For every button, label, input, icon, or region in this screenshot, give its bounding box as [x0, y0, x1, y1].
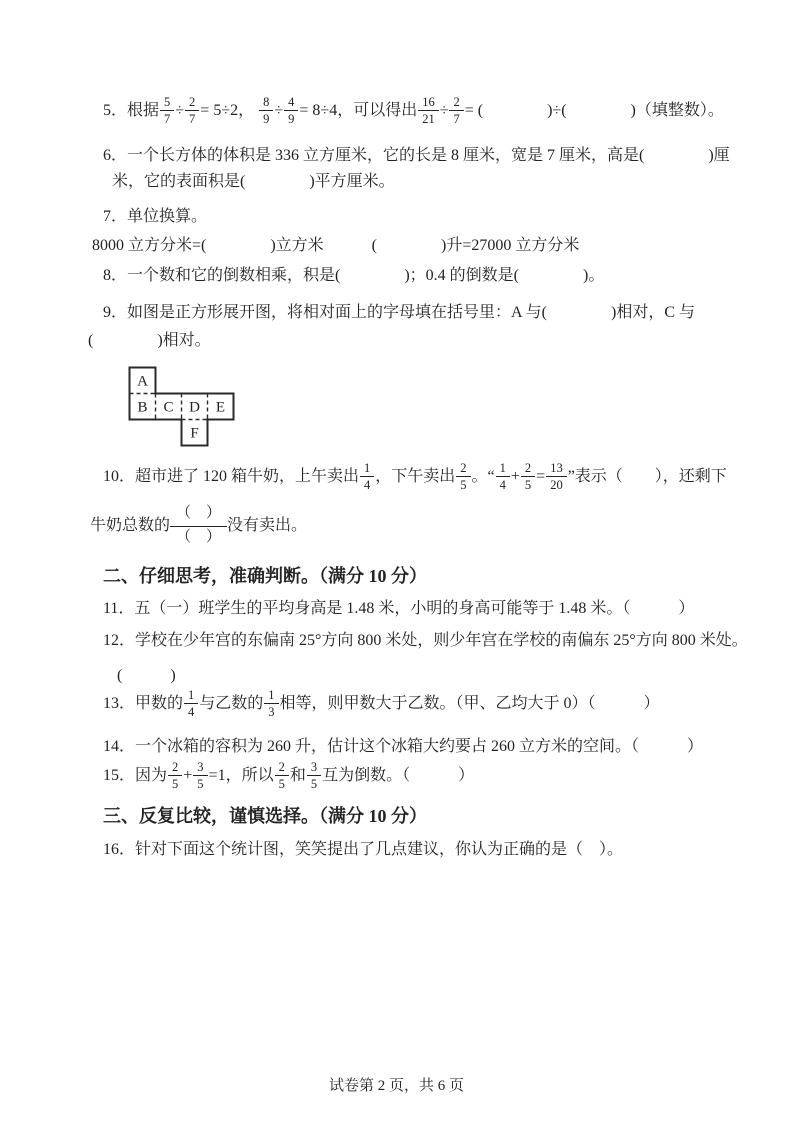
question-5 — [103, 95, 724, 127]
net-label-c: C — [163, 399, 174, 416]
net-label-d: D — [189, 399, 200, 416]
text-run: 互为倒数。（ ） — [322, 766, 475, 784]
text-run: + — [510, 467, 520, 485]
text-run: ( ) — [117, 667, 176, 684]
text-run: 与乙数的 — [199, 694, 264, 712]
text-run: =1，所以 — [208, 766, 274, 784]
text-run: 16．针对下面这个统计图，笑笑提出了几点建议，你认为正确的是（ ）。 — [103, 841, 624, 858]
text-run: 5．根据 — [103, 101, 160, 119]
question-9 — [103, 303, 695, 323]
fraction: $\frac{13}{20}$ — [548, 461, 565, 493]
text-run: 13．甲数的 — [103, 694, 184, 712]
text-run: 7．单位换算。 — [103, 208, 208, 225]
text-run: = — [536, 467, 546, 485]
question-8 — [103, 266, 604, 286]
text-run: 8000 立方分米=( )立方米 ( )升=27000 立方分米 — [92, 237, 580, 254]
text-run: 二、仔细思考，准确判断。（满分 10 分） — [103, 566, 427, 586]
cube-net-diagram — [128, 366, 235, 447]
text-run: ，下午卖出 — [375, 467, 456, 485]
text-run: ÷ — [274, 101, 284, 119]
question-9-line-2 — [88, 331, 211, 351]
text-run: 8．一个数和它的倒数相乘，积是( )；0.4 的倒数是( )。 — [103, 267, 605, 284]
question-14 — [103, 737, 703, 757]
fraction: $\frac{2}{5}$ — [170, 760, 180, 792]
text-run: 14．一个冰箱的容积为 260 升，估计这个冰箱大约要占 260 立方米的空间。（ ） — [103, 738, 704, 755]
fraction: $\frac{( )}{( )}$ — [173, 504, 224, 547]
text-run: 没有卖出。 — [227, 516, 308, 534]
text-run: 15．因为 — [103, 766, 168, 784]
text-run: + — [183, 766, 193, 784]
net-label-e: E — [215, 399, 226, 416]
fraction: $\frac{2}{7}$ — [451, 95, 461, 127]
fraction: $\frac{2}{5}$ — [523, 461, 533, 493]
question-10-line-2 — [90, 504, 307, 547]
question-12 — [103, 631, 748, 651]
text-run: 牛奶总数的 — [90, 516, 171, 534]
fraction: $\frac{1}{3}$ — [266, 688, 276, 720]
text-run: 。“ — [471, 467, 495, 485]
text-run: 10．超市进了 120 箱牛奶，上午卖出 — [103, 467, 360, 485]
question-11 — [103, 599, 694, 619]
fraction: $\frac{3}{5}$ — [309, 760, 319, 792]
question-13 — [103, 688, 660, 720]
question-12-answer-blank — [117, 666, 176, 686]
question-6-line-2 — [112, 172, 395, 192]
text-run: 12．学校在少年宫的东偏南 25°方向 800 米处，则少年宫在学校的南偏东 25°方向 800 米处。 — [103, 632, 748, 649]
text-run: 11．五（一）班学生的平均身高是 1.48 米，小明的身高可能等于 1.48 米。（ ） — [103, 600, 695, 617]
net-label-a: A — [137, 373, 148, 390]
section-2-header — [103, 565, 427, 588]
question-7 — [103, 207, 207, 227]
section-3-header — [103, 805, 427, 828]
text-run: 米，它的表面积是( )平方厘米。 — [112, 173, 395, 190]
question-6 — [103, 146, 730, 166]
fraction: $\frac{5}{7}$ — [162, 95, 172, 127]
question-10 — [103, 461, 727, 493]
text-run: = 5÷2， — [200, 101, 259, 119]
fraction: $\frac{3}{5}$ — [195, 760, 205, 792]
fraction: $\frac{8}{9}$ — [261, 95, 271, 127]
page-footer: 试卷第 2 页，共 6 页 — [328, 1078, 464, 1094]
net-label-f: F — [190, 425, 199, 442]
fraction: $\frac{4}{9}$ — [286, 95, 296, 127]
fraction: $\frac{1}{4}$ — [498, 461, 508, 493]
net-label-b: B — [137, 399, 148, 416]
fraction: $\frac{2}{5}$ — [277, 760, 287, 792]
fraction: $\frac{2}{7}$ — [187, 95, 197, 127]
fraction: $\frac{1}{4}$ — [362, 461, 372, 493]
fraction: $\frac{2}{5}$ — [458, 461, 468, 493]
text-run: = 8÷4，可以得出 — [299, 101, 418, 119]
text-run: 6．一个长方体的体积是 336 立方厘米，它的长是 8 厘米，宽是 7 厘米，高是( )厘 — [103, 147, 730, 164]
text-run: ”表示（ ），还剩下 — [567, 467, 727, 485]
text-run: 9．如图是正方形展开图，将相对面上的字母填在括号里：A 与( )相对，C 与 — [103, 304, 696, 321]
unit-conversion-line — [92, 236, 579, 256]
text-run: ÷ — [439, 101, 449, 119]
question-15 — [103, 760, 474, 792]
question-16 — [103, 840, 623, 860]
text-run: ÷ — [175, 101, 185, 119]
text-run: 三、反复比较，谨慎选择。（满分 10 分） — [103, 806, 427, 826]
text-run: = ( )÷( )（填整数）。 — [464, 101, 724, 119]
fraction: $\frac{1}{4}$ — [186, 688, 196, 720]
fraction: $\frac{16}{21}$ — [420, 95, 437, 127]
text-run: ( )相对。 — [88, 332, 211, 349]
text-run: 相等，则甲数大于乙数。（甲、乙均大于 0）（ ） — [279, 694, 660, 712]
text-run: 和 — [289, 766, 306, 784]
